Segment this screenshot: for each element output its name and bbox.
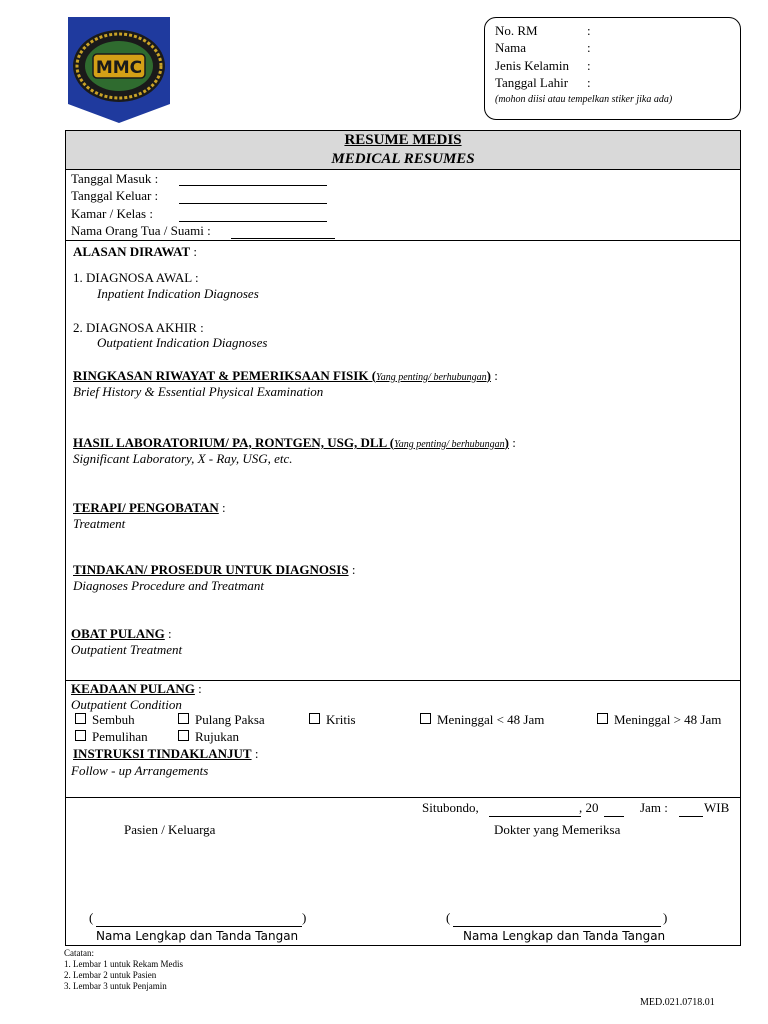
obat-pulang-sub: Outpatient Treatment (71, 642, 183, 657)
tanggal-masuk-label: Tanggal Masuk : (71, 171, 159, 186)
city-label: Situbondo, (422, 800, 479, 815)
tindakan-heading: TINDAKAN/ PROSEDUR UNTUK DIAGNOSIS : (73, 562, 356, 577)
doctor-sign-close-paren: ) (663, 910, 668, 925)
diagnosa-akhir-sub: Outpatient Indication Diagnoses (97, 335, 268, 350)
patient-name-label: Nama (495, 40, 527, 55)
kamar-kelas-label: Kamar / Kelas : (71, 206, 153, 221)
obat-pulang-heading: OBAT PULANG : (71, 626, 172, 641)
tanggal-keluar-label: Tanggal Keluar : (71, 188, 159, 203)
checkbox-pulang-paksa[interactable]: Pulang Paksa (178, 712, 265, 728)
instruksi-sub: Follow - up Arrangements (71, 763, 209, 778)
notes-title: Catatan: (64, 948, 94, 958)
instruksi-heading: INSTRUKSI TINDAKLANJUT : (73, 746, 259, 761)
patient-sign-open-paren: ( (89, 910, 94, 925)
patient-dob-colon: : (587, 75, 591, 90)
patient-gender-colon: : (587, 58, 591, 73)
keadaan-pulang-heading: KEADAAN PULANG : (71, 681, 202, 696)
patient-rm-label: No. RM (495, 23, 538, 38)
logo-text: MMC (95, 58, 143, 78)
jam-field[interactable] (679, 816, 703, 817)
notes-item-2: 2. Lembar 2 untuk Pasien (64, 970, 157, 980)
checkbox-meninggal-kurang-48[interactable]: Meninggal < 48 Jam (420, 712, 544, 728)
patient-sign-close-paren: ) (302, 910, 307, 925)
jam-label: Jam : (640, 800, 668, 815)
patient-name-colon: : (587, 40, 591, 55)
patient-gender-label: Jenis Kelamin (495, 58, 570, 73)
nama-orang-tua-label: Nama Orang Tua / Suami : (71, 223, 211, 238)
checkbox-pemulihan[interactable]: Pemulihan (75, 729, 148, 745)
doctor-signature-caption: Nama Lengkap dan Tanda Tangan (463, 929, 666, 943)
doctor-signature-field[interactable] (453, 926, 661, 927)
lab-sub: Significant Laboratory, X - Ray, USG, etc. (73, 451, 293, 466)
checkbox-sembuh[interactable]: Sembuh (75, 712, 135, 728)
checkbox-meninggal-lebih-48[interactable]: Meninggal > 48 Jam (597, 712, 721, 728)
date-field[interactable] (489, 816, 581, 817)
patient-info-box (484, 17, 741, 120)
diagnosa-awal-sub: Inpatient Indication Diagnoses (97, 286, 259, 301)
notes-item-1: 1. Lembar 1 untuk Rekam Medis (64, 959, 183, 969)
wib-label: WIB (704, 800, 730, 815)
doctor-label: Dokter yang Memeriksa (494, 822, 621, 837)
diagnosa-awal-label: 1. DIAGNOSA AWAL : (73, 270, 199, 285)
patient-box-note: (mohon diisi atau tempelkan stiker jika ada) (495, 94, 673, 105)
notes-item-3: 3. Lembar 3 untuk Penjamin (64, 981, 167, 991)
form-title: RESUME MEDIS (344, 132, 462, 148)
alasan-dirawat-heading: ALASAN DIRAWAT : (73, 244, 198, 259)
kamar-kelas-field[interactable] (179, 221, 327, 222)
keadaan-pulang-sub: Outpatient Condition (71, 697, 182, 712)
tanggal-masuk-field[interactable] (179, 185, 327, 186)
year-field[interactable] (604, 816, 624, 817)
patient-family-label: Pasien / Keluarga (124, 822, 216, 837)
hospital-logo (67, 16, 171, 124)
tanggal-keluar-field[interactable] (179, 203, 327, 204)
terapi-sub: Treatment (73, 516, 126, 531)
form-code: MED.021.0718.01 (640, 997, 715, 1008)
terapi-heading: TERAPI/ PENGOBATAN : (73, 500, 226, 515)
checkbox-kritis[interactable]: Kritis (309, 712, 356, 728)
divider-signature (65, 797, 741, 798)
patient-signature-caption: Nama Lengkap dan Tanda Tangan (96, 929, 299, 943)
patient-dob-label: Tanggal Lahir (495, 75, 569, 90)
doctor-sign-open-paren: ( (446, 910, 451, 925)
nama-orang-tua-field[interactable] (231, 238, 335, 239)
lab-heading: HASIL LABORATORIUM/ PA, RONTGEN, USG, DLL (Yang penting/ berhubungan) : (73, 435, 516, 450)
patient-signature-field[interactable] (96, 926, 302, 927)
tindakan-sub: Diagnoses Procedure and Treatmant (73, 578, 265, 593)
year-label: , 20 (579, 800, 599, 815)
patient-rm-colon: : (587, 23, 591, 38)
ringkasan-heading: RINGKASAN RIWAYAT & PEMERIKSAAN FISIK (Yang penting/ berhubungan) : (73, 368, 498, 383)
form-subtitle: MEDICAL RESUMES (331, 151, 475, 167)
diagnosa-akhir-label: 2. DIAGNOSA AKHIR : (73, 320, 204, 335)
ringkasan-sub: Brief History & Essential Physical Examination (73, 384, 324, 399)
checkbox-rujukan[interactable]: Rujukan (178, 729, 239, 745)
divider-admission (65, 240, 741, 241)
